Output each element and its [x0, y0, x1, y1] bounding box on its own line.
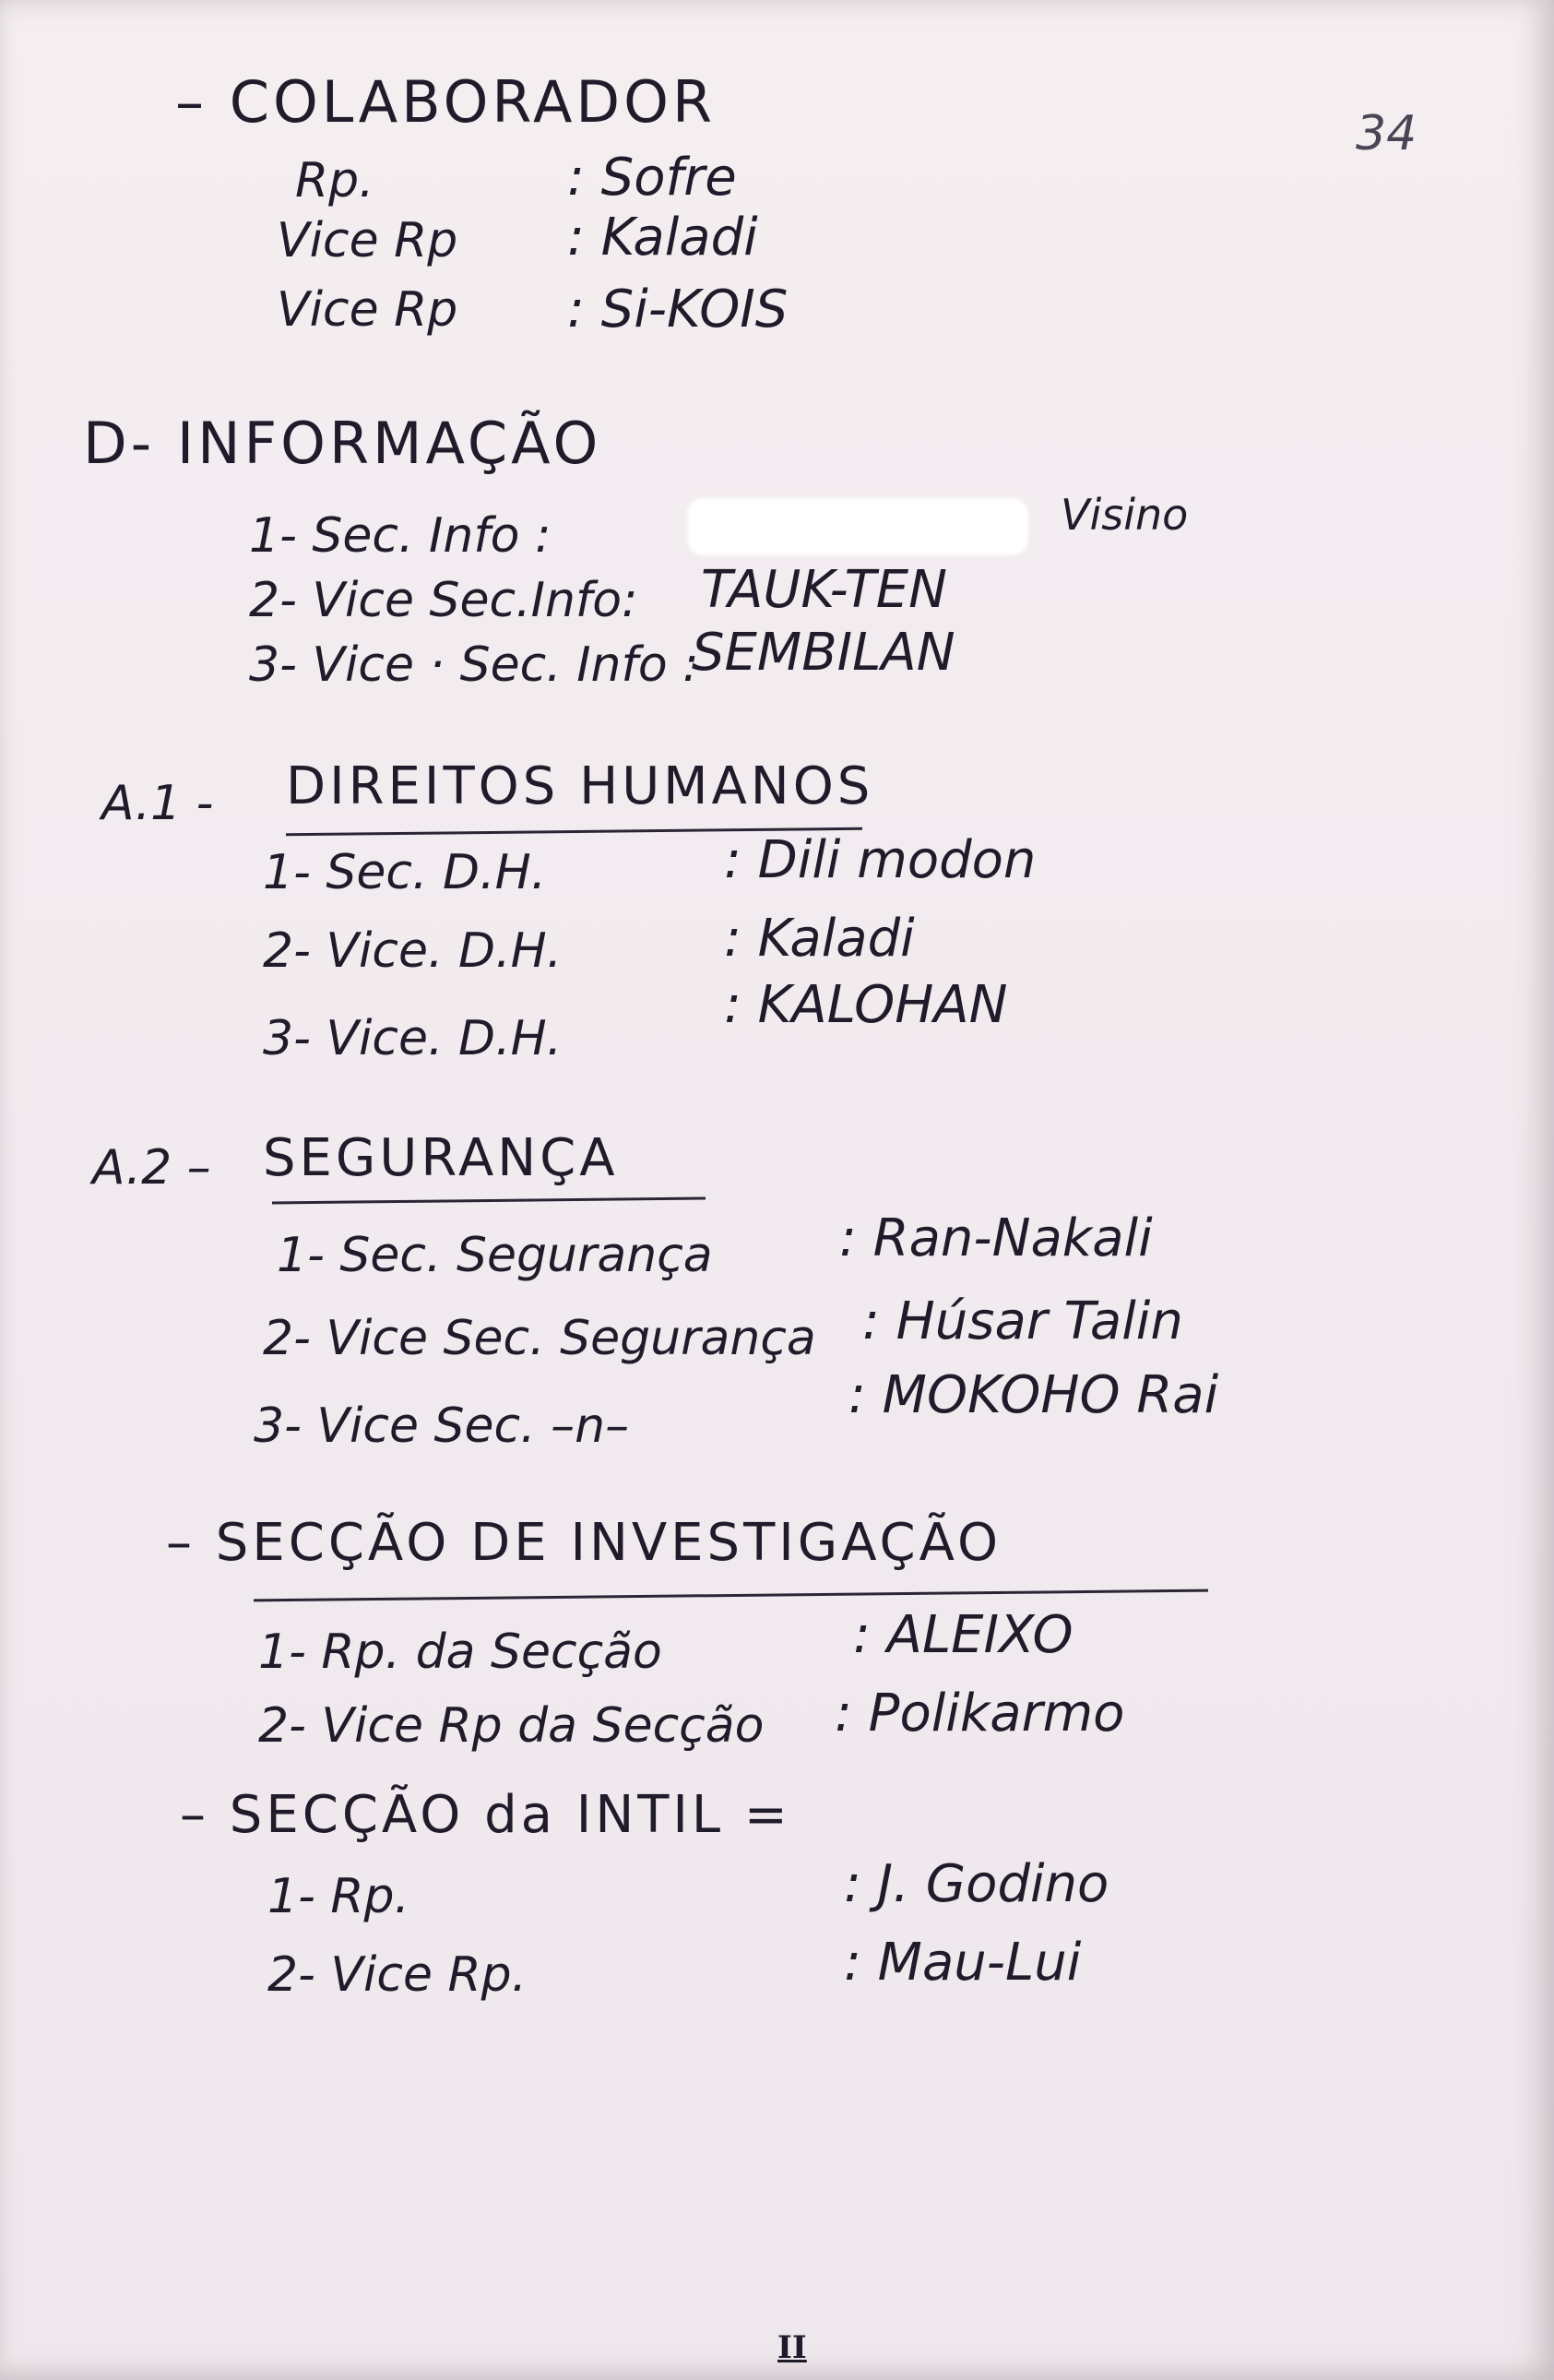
page-numeral: II [777, 2329, 807, 2366]
seguranca-label: A.2 – [92, 1140, 211, 1196]
seguranca-role-1: 1- Sec. Segurança [277, 1228, 713, 1283]
informacao-name-2: TAUK-TEN [701, 560, 948, 620]
direitos-role-3: 3- Vice. D.H. [263, 1011, 563, 1066]
investigacao-role-2: 2- Vice Rp da Secção [258, 1698, 765, 1754]
colaborador-role-1: Rp. [295, 153, 374, 208]
seguranca-underline [272, 1197, 706, 1205]
direitos-name-3: : KALOHAN [724, 975, 1008, 1035]
seguranca-name-2: : Húsar Talin [862, 1291, 1183, 1351]
colaborador-name-3: : Si-KOIS [567, 280, 789, 339]
informacao-role-2: 2- Vice Sec.Info: [249, 573, 638, 628]
colaborador-role-2: Vice Rp [277, 213, 458, 268]
seguranca-name-3: : MOKOHO Rai [848, 1365, 1219, 1425]
page-corner-number: 34 [1356, 106, 1418, 161]
informacao-name-3: SEMBILAN [692, 623, 955, 683]
intil-heading: – SECÇÃO da INTIL = [180, 1785, 791, 1845]
informacao-role-3: 3- Vice · Sec. Info : [249, 637, 699, 693]
informacao-name-1: Visino [1061, 490, 1189, 540]
seguranca-name-1: : Ran-Nakali [839, 1208, 1153, 1268]
redacted-area [687, 498, 1028, 555]
investigacao-name-1: : ALEIXO [853, 1605, 1074, 1665]
colaborador-name-1: : Sofre [567, 148, 737, 208]
seguranca-role-3: 3- Vice Sec. –n– [254, 1398, 630, 1454]
investigacao-name-2: : Polikarmo [835, 1684, 1125, 1743]
informacao-role-1: 1- Sec. Info : [249, 508, 552, 564]
direitos-heading: DIREITOS HUMANOS [286, 756, 874, 816]
investigacao-heading: – SECÇÃO DE INVESTIGAÇÃO [166, 1513, 1002, 1573]
colaborador-heading: – COLABORADOR [175, 68, 717, 136]
intil-role-2: 2- Vice Rp. [267, 1947, 528, 2003]
intil-name-1: : J. Godino [844, 1854, 1109, 1914]
direitos-name-1: : Dili modon [724, 830, 1037, 890]
intil-role-1: 1- Rp. [267, 1869, 410, 1924]
colaborador-role-3: Vice Rp [277, 282, 458, 338]
direitos-label: A.1 - [101, 776, 214, 831]
investigacao-underline [254, 1589, 1208, 1602]
investigacao-role-1: 1- Rp. da Secção [258, 1624, 662, 1680]
intil-name-2: : Mau-Lui [844, 1933, 1082, 1993]
seguranca-heading: SEGURANÇA [263, 1128, 619, 1188]
colaborador-name-2: : Kaladi [567, 208, 758, 268]
direitos-role-1: 1- Sec. D.H. [263, 845, 547, 900]
seguranca-role-2: 2- Vice Sec. Segurança [263, 1311, 816, 1366]
direitos-role-2: 2- Vice. D.H. [263, 923, 563, 979]
informacao-heading: D- INFORMAÇÃO [83, 410, 602, 477]
direitos-name-2: : Kaladi [724, 909, 915, 969]
